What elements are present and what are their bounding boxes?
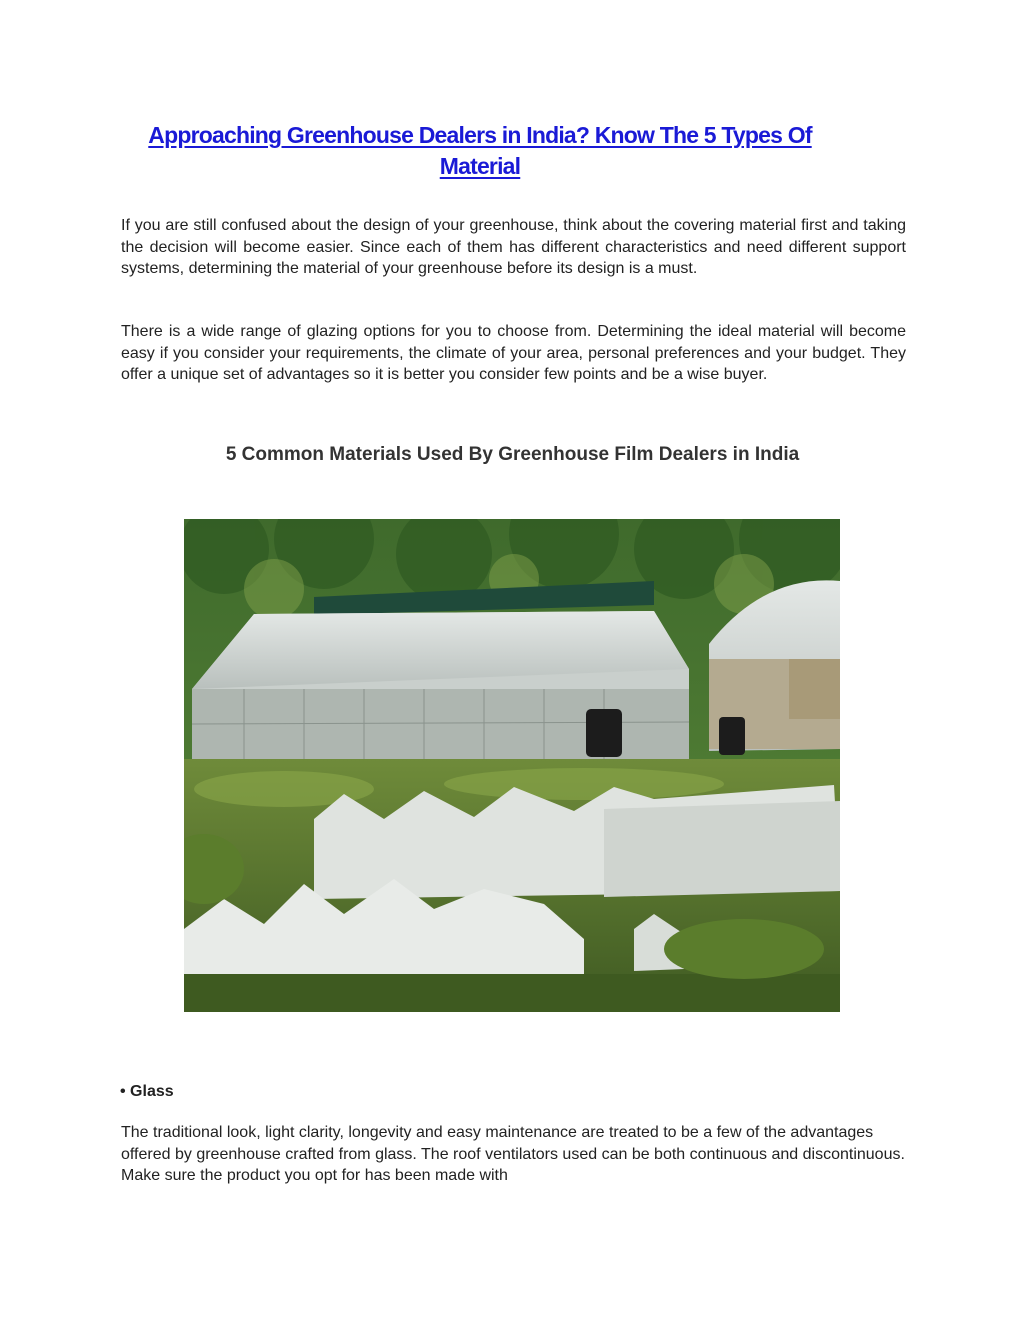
glass-paragraph: The traditional look, light clarity, longevity and easy maintenance are treated to be a few of the advantages offered by greenhouse crafted from glass. The roof ventilators used can be both continuous and discontinuous. Make sure the product you opt for has been made with <box>121 1124 905 1184</box>
materials-subheading: 5 Common Materials Used By Greenhouse Film Dealers in India <box>225 444 800 465</box>
greenhouse-photo <box>184 519 840 1012</box>
glazing-paragraph: There is a wide range of glazing options for you to choose from. Determining the ideal material will become easy if you consider your requirements, the climate of your area, personal preferences and your budget. They offer a unique set of advantages so it is better you consider few points and be a wise buyer. <box>121 323 906 383</box>
glass-heading: • Glass <box>120 1083 174 1100</box>
intro-paragraph: If you are still confused about the design of your greenhouse, think about the covering material first and taking the decision will become easier. Since each of them has different characteristics and need different support systems, determining the material of your greenhouse before its design is a must. <box>121 217 906 277</box>
article-title[interactable]: Approaching Greenhouse Dealers in India? Know The 5 Types Of Material <box>148 122 812 179</box>
